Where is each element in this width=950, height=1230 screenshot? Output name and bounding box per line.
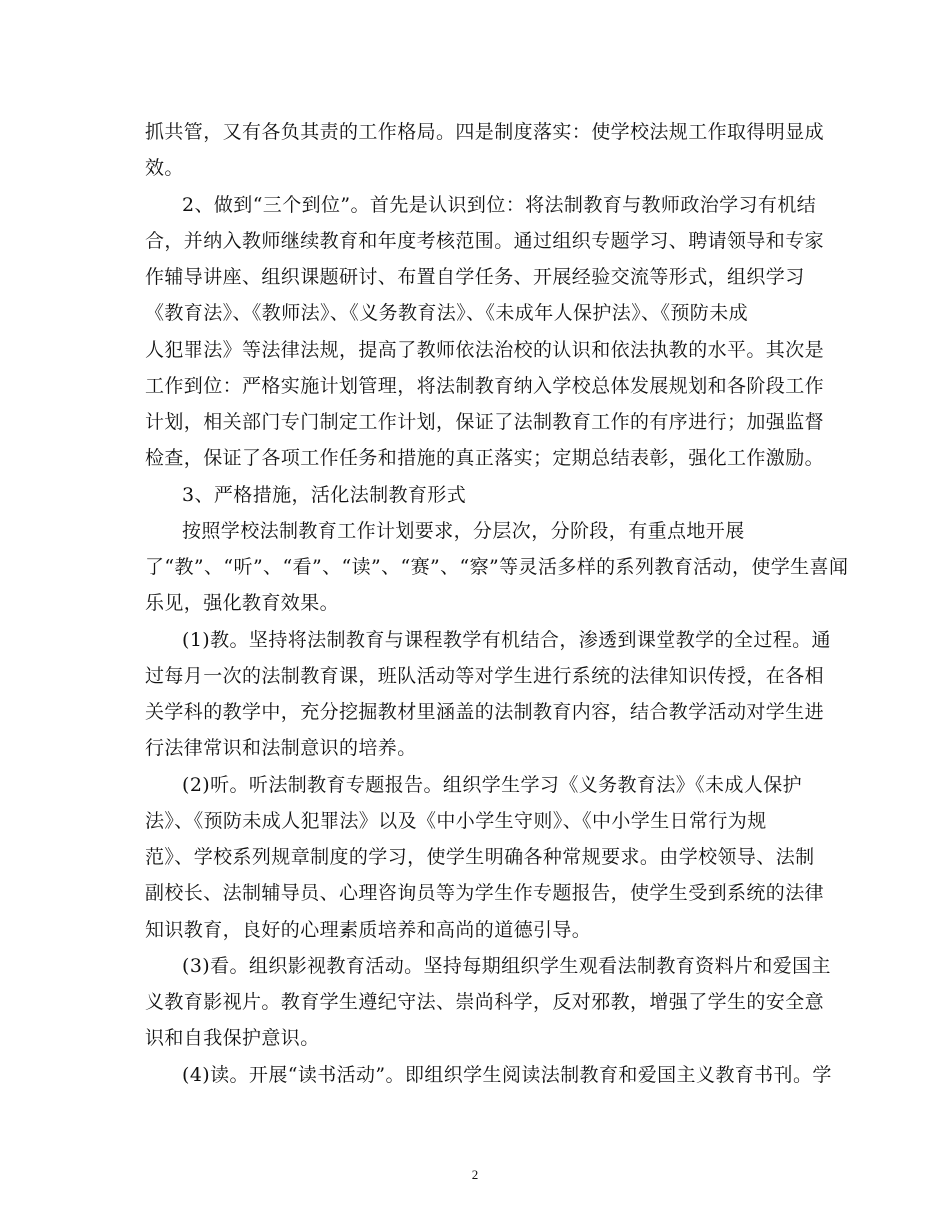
paragraph-start: (4)读。开展“读书活动”。即组织学生阅读法制教育和爱国主义教育书刊。学	[182, 1064, 832, 1086]
text-line: 关学科的教学中，充分挖掘教材里涵盖的法制教育内容，结合教学活动对学生进	[145, 701, 825, 723]
text-line: 计划，相关部门专门制定工作计划，保证了法制教育工作的有序进行；加强监督	[145, 411, 825, 433]
paragraph-start: 2、做到“三个到位”。首先是认识到位：将法制教育与教师政治学习有机结	[182, 194, 817, 216]
text-line: 合，并纳入教师继续教育和年度考核范围。通过组织专题学习、聘请领导和专家	[145, 230, 825, 252]
text-line: 乐见，强化教育效果。	[145, 592, 340, 614]
text-line: 了“教”、“听”、“看”、“读”、“赛”、“察”等灵活多样的系列教育活动，使学生喜闻	[145, 556, 849, 578]
text-line: 效。	[145, 157, 184, 179]
text-line: 检查，保证了各项工作任务和措施的真正落实；定期总结表彰，强化工作激励。	[145, 447, 825, 469]
text-line: 范》、学校系列规章制度的学习，使学生明确各种常规要求。由学校领导、法制	[145, 846, 815, 868]
paragraph-start: (2)听。听法制教育专题报告。组织学生学习《义务教育法》《未成人保护	[182, 774, 803, 796]
text-line: 副校长、法制辅导员、心理咨询员等为学生作专题报告，使学生受到系统的法律	[145, 882, 825, 904]
text-line: 义教育影视片。教育学生遵纪守法、崇尚科学，反对邪教，增强了学生的安全意	[145, 991, 825, 1013]
paragraph-start: 按照学校法制教育工作计划要求，分层次，分阶段，有重点地开展	[182, 520, 745, 542]
paragraph-start: (3)看。组织影视教育活动。坚持每期组织学生观看法制教育资料片和爱国主	[182, 955, 831, 977]
text-line: 行法律常识和法制意识的培养。	[145, 737, 417, 759]
page-number: 2	[471, 1167, 479, 1182]
text-line: 知识教育，良好的心理素质培养和高尚的道德引导。	[145, 919, 592, 941]
text-line: 过每月一次的法制教育课，班队活动等对学生进行系统的法律知识传授，在各相	[145, 665, 825, 687]
text-line: 《教育法》、《教师法》、《义务教育法》、《未成年人保护法》、《预防未成	[145, 302, 749, 324]
paragraph-start: (1)教。坚持将法制教育与课程教学有机结合，渗透到课堂教学的全过程。通	[182, 629, 831, 651]
text-line: 作辅导讲座、组织课题研讨、布置自学任务、开展经验交流等形式，组织学习	[145, 266, 805, 288]
text-line: 人犯罪法》等法律法规，提高了教师依法治校的认识和依法执教的水平。其次是	[145, 339, 825, 361]
text-line: 抓共管，又有各负其责的工作格局。四是制度落实：使学校法规工作取得明显成	[145, 121, 825, 143]
text-line: 识和自我保护意识。	[145, 1027, 320, 1049]
text-line: 工作到位：严格实施计划管理，将法制教育纳入学校总体发展规划和各阶段工作	[145, 375, 825, 397]
text-line: 法》、《预防未成人犯罪法》以及《中小学生守则》、《中小学生日常行为规	[145, 810, 767, 832]
section-heading: 3、严格措施，活化法制教育形式	[182, 484, 467, 506]
